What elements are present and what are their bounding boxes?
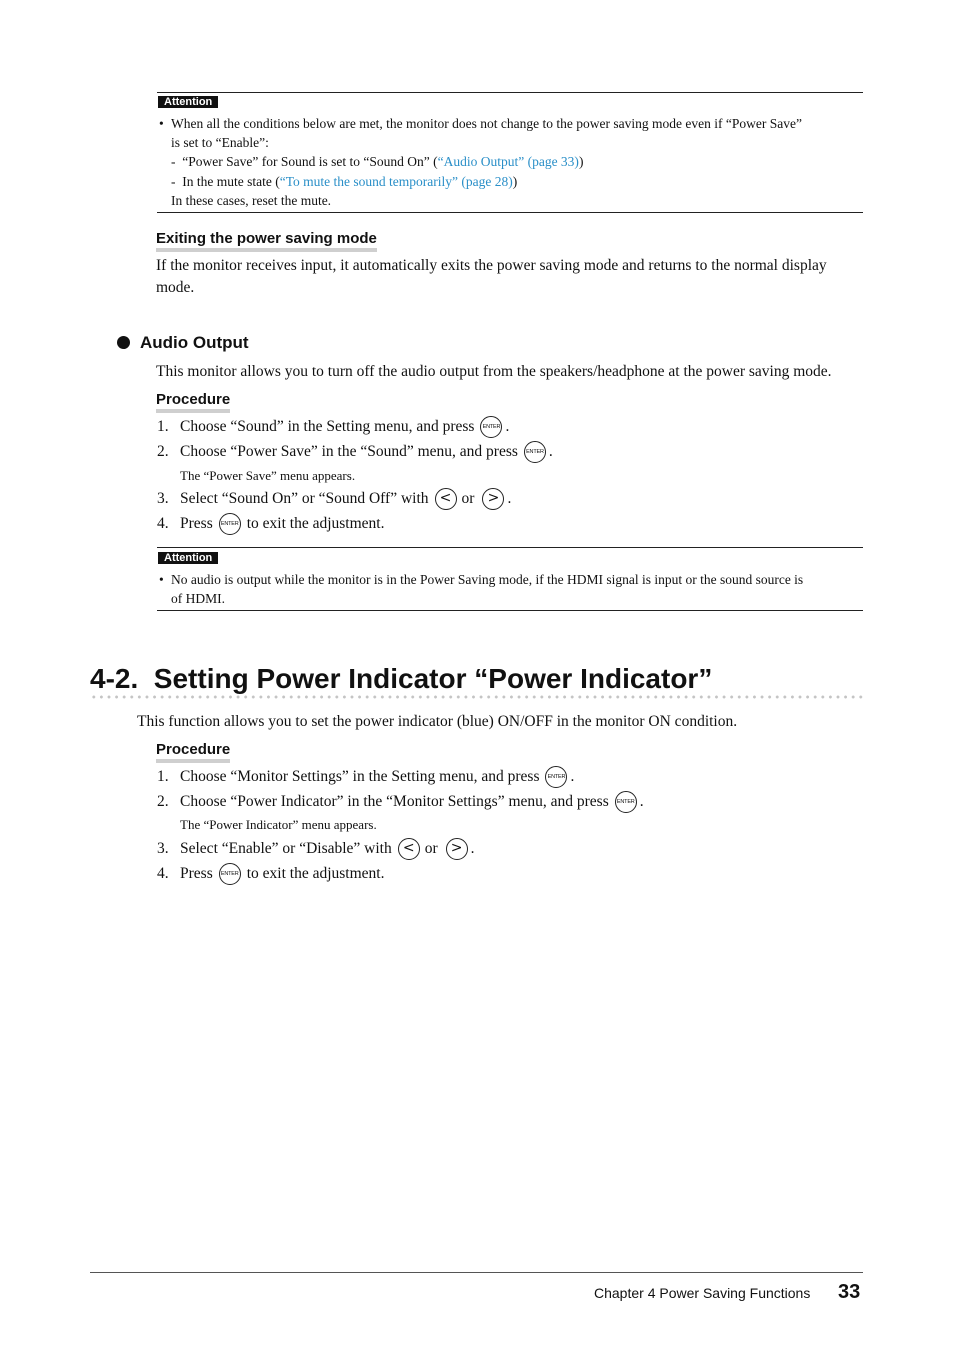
- audio-heading: Audio Output: [140, 333, 249, 352]
- step-end: .: [570, 768, 575, 785]
- step-end: .: [505, 418, 510, 435]
- enter-button-icon: ENTER: [219, 863, 241, 885]
- step-number: 4.: [157, 515, 169, 532]
- enter-button-icon: ENTER: [219, 513, 241, 535]
- left-arrow-icon: <: [398, 838, 420, 860]
- section-procedure-label: Procedure: [156, 741, 230, 763]
- attention2-bullet: •: [159, 572, 164, 587]
- step-text: Choose “Monitor Settings” in the Setting menu, and press: [180, 768, 540, 785]
- step-or: or: [461, 490, 475, 507]
- audio-step-2: [157, 441, 553, 463]
- step-text: Press: [180, 515, 213, 532]
- step-end: .: [548, 443, 553, 460]
- step-number: 3.: [157, 840, 169, 857]
- attention2-bottom-rule: [157, 610, 863, 611]
- audio-bullet-icon: [117, 336, 130, 349]
- section-title: 4-2. Setting Power Indicator “Power Indicator”: [90, 663, 713, 694]
- attention2-top-rule: [157, 547, 863, 548]
- step-end: .: [639, 793, 644, 810]
- footer-chapter: Chapter 4 Power Saving Functions: [594, 1285, 811, 1301]
- attention1-text-line1: When all the conditions below are met, the monitor does not change to the power saving mode even if “Power Save”: [171, 116, 802, 131]
- step-number: 1.: [157, 418, 169, 435]
- audio-procedure-label: Procedure: [156, 391, 230, 413]
- exiting-text-line1: If the monitor receives input, it automatically exits the power saving mode and returns to the normal display: [156, 257, 827, 274]
- step-number: 1.: [157, 768, 169, 785]
- enter-button-icon: ENTER: [615, 791, 637, 813]
- step-text: Press: [180, 865, 213, 882]
- attention1-condition-2: [171, 172, 517, 191]
- section-step-1: [157, 766, 574, 788]
- mute-sound-link[interactable]: “To mute the sound temporarily” (page 28): [279, 174, 513, 189]
- step-or: or: [424, 840, 438, 857]
- step-end: to exit the adjustment.: [246, 515, 385, 532]
- dash: -: [171, 154, 183, 169]
- audio-step-3: [157, 488, 511, 510]
- step-end: .: [507, 490, 512, 507]
- section-step-2-note: The “Power Indicator” menu appears.: [180, 817, 377, 832]
- section-step-4: [157, 863, 385, 885]
- attention2-text-line2: of HDMI.: [171, 591, 225, 606]
- attention1-footer: In these cases, reset the mute.: [171, 193, 332, 208]
- right-arrow-icon: >: [482, 488, 504, 510]
- attention1-bullet: •: [159, 116, 164, 131]
- attention1-text-line2: is set to “Enable”:: [171, 135, 269, 150]
- section-step-2: [157, 791, 644, 813]
- section-intro: This function allows you to set the power indicator (blue) ON/OFF in the monitor ON condition.: [137, 713, 738, 730]
- enter-button-icon: ENTER: [524, 441, 546, 463]
- step-text: Choose “Power Indicator” in the “Monitor Settings” menu, and press: [180, 793, 609, 810]
- step-end: to exit the adjustment.: [246, 865, 385, 882]
- attention2-text-line1: No audio is output while the monitor is in the Power Saving mode, if the HDMI signal is input or the sound source is: [171, 572, 804, 587]
- step-text: Select “Enable” or “Disable” with: [180, 840, 392, 857]
- attention1-badge: Attention: [158, 96, 218, 108]
- right-arrow-icon: >: [446, 838, 468, 860]
- attention1-bottom-rule: [157, 212, 863, 213]
- exiting-heading: Exiting the power saving mode: [156, 230, 377, 252]
- audio-intro: This monitor allows you to turn off the audio output from the speakers/headphone at the power saving mode.: [156, 363, 832, 380]
- page-number: 33: [838, 1281, 861, 1303]
- left-arrow-icon: <: [435, 488, 457, 510]
- exiting-text-line2: mode.: [156, 279, 195, 296]
- step-text: Choose “Sound” in the Setting menu, and press: [180, 418, 475, 435]
- attention1-top-rule: [157, 92, 863, 93]
- attention2-badge: Attention: [158, 552, 218, 564]
- condition-2-close: ): [512, 174, 518, 189]
- step-text: Select “Sound On” or “Sound Off” with: [180, 490, 429, 507]
- dash: -: [171, 174, 183, 189]
- step-number: 2.: [157, 443, 169, 460]
- step-number: 4.: [157, 865, 169, 882]
- condition-1-close: ): [578, 154, 584, 169]
- attention1-condition-1: [171, 152, 583, 171]
- audio-step-2-note: The “Power Save” menu appears.: [180, 468, 356, 483]
- section-title-dotted-rule: [90, 695, 864, 699]
- audio-step-4: [157, 513, 385, 535]
- footer-rule: [90, 1272, 863, 1273]
- audio-step-1: [157, 416, 509, 438]
- condition-1-text: “Power Save” for Sound is set to “Sound On” (: [182, 154, 438, 169]
- condition-2-text: In the mute state (: [182, 174, 280, 189]
- section-step-3: [157, 838, 475, 860]
- step-number: 2.: [157, 793, 169, 810]
- audio-output-link[interactable]: “Audio Output” (page 33): [437, 154, 579, 169]
- enter-button-icon: ENTER: [545, 766, 567, 788]
- step-end: .: [470, 840, 475, 857]
- step-number: 3.: [157, 490, 169, 507]
- step-text: Choose “Power Save” in the “Sound” menu, and press: [180, 443, 518, 460]
- enter-button-icon: ENTER: [480, 416, 502, 438]
